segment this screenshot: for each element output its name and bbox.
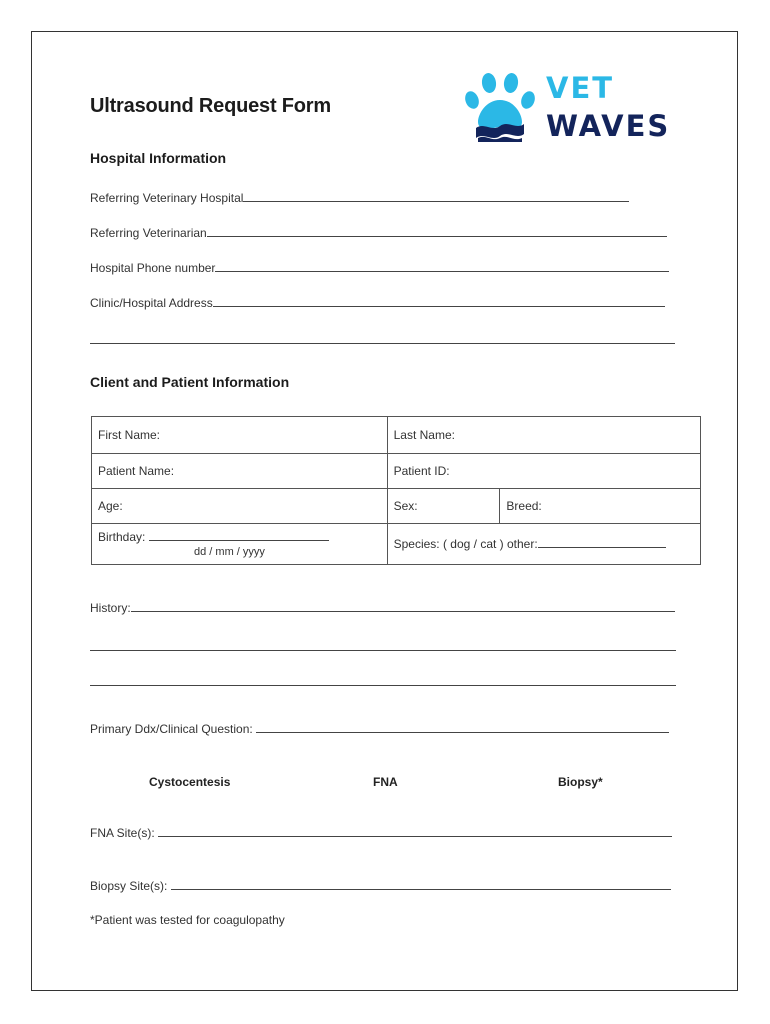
- hospital-phone-label: Hospital Phone number: [90, 261, 216, 275]
- primary-ddx-line[interactable]: [256, 722, 669, 733]
- biopsy-sites-line[interactable]: [171, 879, 671, 890]
- species-other-line[interactable]: [538, 537, 666, 548]
- procedure-fna[interactable]: FNA: [373, 775, 398, 789]
- primary-ddx-label: Primary Ddx/Clinical Question:: [90, 722, 253, 736]
- birthday-label: Birthday:: [98, 529, 146, 544]
- hospital-address-line[interactable]: [213, 296, 665, 307]
- referring-vet-field[interactable]: [90, 226, 667, 240]
- biopsy-sites-label: Biopsy Site(s):: [90, 879, 168, 893]
- logo-text-vet: VET: [546, 71, 615, 105]
- hospital-phone-line[interactable]: [215, 261, 669, 272]
- address-continuation-line[interactable]: [90, 343, 675, 344]
- hospital-address-label: Clinic/Hospital Address: [90, 296, 213, 310]
- vet-waves-logo: [462, 70, 672, 144]
- referring-vet-label: Referring Veterinarian: [90, 226, 207, 240]
- age-cell[interactable]: Age:: [92, 489, 388, 524]
- patient-name-cell[interactable]: Patient Name:: [92, 454, 388, 489]
- history-field[interactable]: [90, 601, 675, 615]
- patient-id-cell[interactable]: Patient ID:: [387, 454, 700, 489]
- referring-hospital-field[interactable]: [90, 191, 629, 205]
- primary-ddx-field[interactable]: [90, 722, 669, 736]
- paw-wave-icon: [462, 70, 542, 144]
- fna-sites-field[interactable]: [90, 826, 672, 840]
- last-name-cell[interactable]: Last Name:: [387, 417, 700, 454]
- birthday-cell[interactable]: [92, 524, 388, 565]
- first-name-cell[interactable]: First Name:: [92, 417, 388, 454]
- history-line-2[interactable]: [90, 650, 676, 651]
- form-title: Ultrasound Request Form: [90, 95, 331, 117]
- birthday-line[interactable]: [149, 530, 329, 541]
- species-label: Species: ( dog / cat ) other:: [393, 537, 538, 551]
- hospital-phone-field[interactable]: [90, 261, 669, 275]
- referring-hospital-line[interactable]: [243, 191, 629, 202]
- client-section-heading: Client and Patient Information: [90, 374, 290, 390]
- fna-sites-label: FNA Site(s):: [90, 826, 155, 840]
- referring-hospital-label: Referring Veterinary Hospital: [90, 191, 244, 205]
- sex-cell[interactable]: Sex:: [387, 489, 500, 524]
- procedure-biopsy[interactable]: Biopsy*: [558, 775, 603, 789]
- breed-cell[interactable]: Breed:: [500, 489, 701, 524]
- referring-vet-line[interactable]: [207, 226, 667, 237]
- biopsy-sites-field[interactable]: [90, 879, 671, 893]
- patient-info-table: [91, 416, 701, 565]
- history-line-1[interactable]: [131, 601, 675, 612]
- history-line-3[interactable]: [90, 685, 676, 686]
- procedure-cystocentesis[interactable]: Cystocentesis: [149, 775, 231, 789]
- logo-text-waves: WAVES: [546, 109, 671, 143]
- species-cell[interactable]: [387, 524, 700, 565]
- coagulopathy-footnote: *Patient was tested for coagulopathy: [90, 913, 285, 927]
- hospital-address-field[interactable]: [90, 296, 665, 310]
- fna-sites-line[interactable]: [158, 826, 672, 837]
- history-label: History:: [90, 601, 131, 615]
- hospital-section-heading: Hospital Information: [90, 150, 227, 166]
- birthday-format-hint: dd / mm / yyyy: [194, 545, 265, 558]
